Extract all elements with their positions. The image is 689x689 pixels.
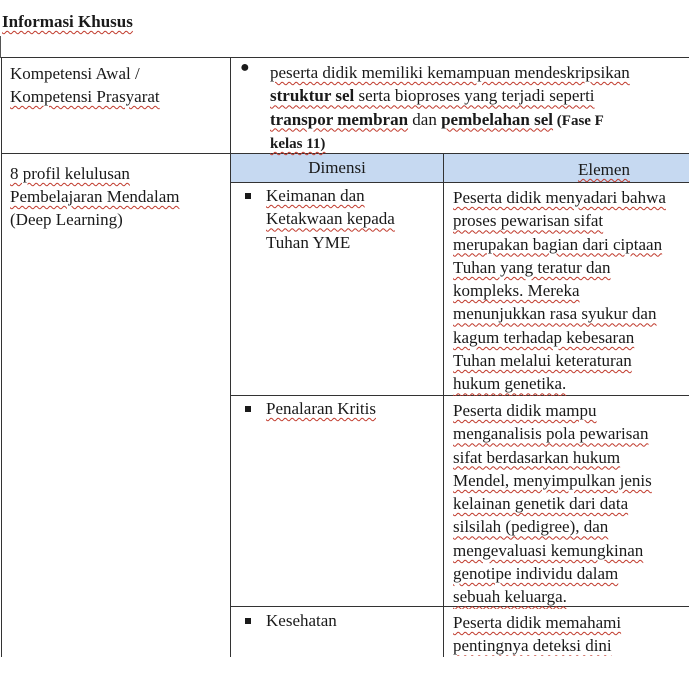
row3-elemen (453, 611, 689, 656)
profil-label (10, 162, 179, 231)
table-left-border (1, 57, 2, 657)
desc-text-dan: dan (408, 109, 442, 129)
row2-elemen-line1: Peserta didik mampu (453, 401, 597, 420)
row1-elemen-line6: menunjukkan rasa syukur dan (453, 304, 657, 324)
row2-elemen-line9: sebuah keluarga. (453, 587, 567, 607)
row1-elemen-line7: kagum terhadap kebesaran (453, 327, 635, 347)
row2-elemen-line4: Mendel, menyimpulkan jenis (453, 470, 652, 490)
row1-dimensi-line1 (266, 184, 395, 207)
desc-bold-pembelahan-sel: pembelahan sel (441, 109, 554, 129)
kompetensi-label-line2: Kompetensi Prasyarat (10, 87, 160, 106)
row3-elemen-line1: Peserta didik memahami (453, 613, 622, 632)
row2-elemen-line8: genotipe individu dalam (453, 564, 619, 584)
desc-line-1: peserta didik memiliki kemampuan mendeskripsikan (270, 63, 630, 82)
row2-dimensi (266, 397, 376, 420)
desc-bold-struktur-sel: struktur sel (270, 86, 355, 106)
kompetensi-label (10, 62, 160, 108)
row1-dimensi (266, 184, 395, 254)
row1-dimensi-line2: Ketakwaan kepada (266, 209, 395, 229)
row2-elemen-line6: silsilah (pedigree), dan (453, 517, 609, 537)
desc-line-2 (270, 84, 689, 107)
row2-elemen-line3: sifat berdasarkan hukum (453, 447, 621, 467)
header-dimensi: Dimensi (308, 158, 366, 177)
col-divider-1 (230, 57, 231, 657)
row2-elemen-line5: kelainan genetik dari data (453, 494, 629, 514)
bullet-square-icon (245, 406, 251, 412)
section-title: Informasi Khusus (2, 12, 133, 31)
header-elemen: Elemen (578, 160, 630, 179)
row1-elemen-line5: kompleks. Mereka (453, 281, 580, 301)
row3-dimensi (266, 609, 337, 632)
row2-elemen-line7: mengevaluasi kemungkinan (453, 540, 644, 560)
row2-elemen-line2: menganalisis pola pewarisan (453, 424, 649, 444)
row1-elemen-line8: Tuhan melalui keteraturan (453, 351, 632, 371)
row1-elemen-line3: merupakan bagian dari ciptaan (453, 234, 663, 254)
desc-text-fase: (Fase F (553, 112, 604, 129)
row1-dimensi-line3: Tuhan YME (266, 232, 351, 252)
row1-dimensi-line1-text: Keimanan dan (266, 186, 365, 205)
row1-elemen (453, 186, 689, 396)
row1-elemen-line4: Tuhan yang teratur dan (453, 257, 611, 277)
row2-elemen (453, 399, 689, 609)
row1-elemen-line9: hukum genetika. (453, 374, 567, 394)
bullet-dot-icon: ● (240, 59, 250, 76)
profil-label-line2: Pembelajaran Mendalam (10, 187, 180, 206)
row2-dimensi-line1: Penalaran Kritis (266, 399, 376, 418)
row3-elemen-line2: pentingnya deteksi dini (453, 636, 612, 656)
desc-bold-transpor-membran: transpor membran (270, 109, 409, 129)
profil-label-line1: 8 profil kelulusan (10, 164, 130, 183)
col-divider-2 (443, 154, 444, 657)
kompetensi-description (270, 61, 689, 156)
bullet-square-icon (245, 618, 251, 624)
kompetensi-label-line1: Kompetensi Awal / (10, 64, 140, 83)
table-top-border (1, 57, 689, 58)
desc-line-3 (270, 108, 689, 133)
desc-line-4: kelas 11) (270, 135, 326, 152)
profil-label-line3: (Deep Learning) (10, 210, 123, 229)
header-bottom-border (230, 182, 689, 183)
left-margin-rule (0, 36, 1, 58)
row1-elemen-line1: Peserta didik menyadari bahwa (453, 188, 666, 207)
row1-elemen-line2: proses pewarisan sifat (453, 211, 604, 231)
desc-text-bioproses: serta bioproses yang terjadi seperti (354, 86, 595, 106)
row3-dimensi-line1: Kesehatan (266, 611, 337, 630)
bullet-square-icon (245, 193, 251, 199)
